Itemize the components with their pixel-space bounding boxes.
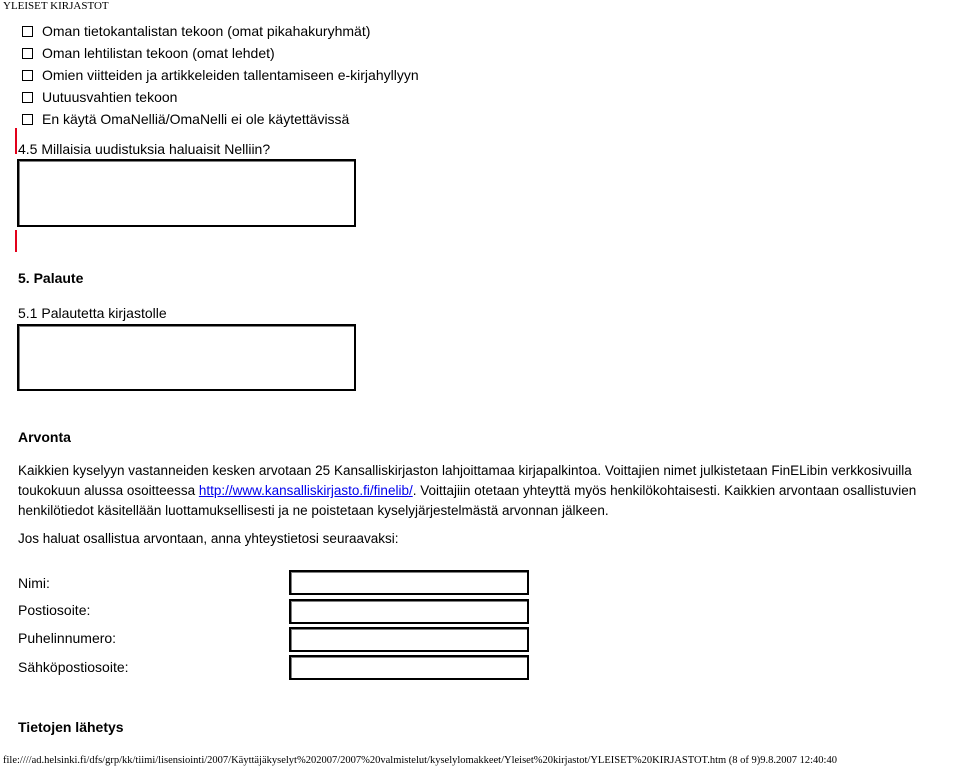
puhelinnumero-input[interactable] bbox=[289, 627, 529, 652]
checkbox-label: Oman tietokantalistan tekoon (omat pikahakuryhmät) bbox=[42, 23, 371, 39]
postiosoite-label: Postiosoite: bbox=[18, 602, 91, 618]
page-footer-path: file:////ad.helsinki.fi/dfs/grp/kk/tiimi/lisensiointi/2007/Käyttäjäkyselyt%202007/2007%20valmistelut/kyselylomakkeet/Yleiset%20kirjastot/YLEISET%20KIRJASTOT.htm (8 of 9)9.8.2007 12:40:40 bbox=[3, 755, 837, 766]
checkbox[interactable] bbox=[22, 48, 33, 59]
checkbox[interactable] bbox=[22, 26, 33, 37]
checkbox[interactable] bbox=[22, 114, 33, 125]
checkbox-row-uutuusvahti[interactable] bbox=[22, 87, 177, 107]
checkbox-row-tietokantalista[interactable] bbox=[22, 21, 370, 41]
sahkopostiosoite-input[interactable] bbox=[289, 655, 529, 680]
section-5-title: 5. Palaute bbox=[18, 270, 84, 286]
sahkopostiosoite-label: Sähköpostiosoite: bbox=[18, 659, 129, 675]
required-marker bbox=[15, 230, 17, 252]
required-marker bbox=[15, 128, 17, 154]
checkbox-row-e-kirjahylly[interactable] bbox=[22, 65, 419, 85]
checkbox-row-en-kayta[interactable] bbox=[22, 109, 349, 129]
checkbox-label: Uutuusvahtien tekoon bbox=[42, 89, 178, 105]
checkbox-label: En käytä OmaNelliä/OmaNelli ei ole käytettävissä bbox=[42, 111, 350, 127]
page-header-title: YLEISET KIRJASTOT bbox=[3, 0, 109, 12]
arvonta-title: Arvonta bbox=[18, 429, 71, 445]
postiosoite-input[interactable] bbox=[289, 599, 529, 624]
arvonta-invite: Jos haluat osallistua arvontaan, anna yhteystietosi seuraavaksi: bbox=[18, 531, 399, 546]
submit-section-title: Tietojen lähetys bbox=[18, 719, 124, 735]
arvonta-text-start: Kaikkien kyselyyn vastanneiden kesken arvotaan 25 Kansalliskirjaston lahjoittamaa kirjapalkintoa. Voittajien nimet julkistetaan FinELibin verkkosivuilla toukokuun alussa osoitteessa bbox=[18, 463, 912, 498]
puhelinnumero-label: Puhelinnumero: bbox=[18, 630, 117, 646]
question-5-1-textarea[interactable] bbox=[17, 324, 356, 391]
question-5-1-label: 5.1 Palautetta kirjastolle bbox=[18, 305, 167, 321]
nimi-label: Nimi: bbox=[18, 575, 50, 591]
checkbox[interactable] bbox=[22, 92, 33, 103]
question-4-5-textarea[interactable] bbox=[17, 159, 356, 227]
arvonta-text-end: . Voittajiin otetaan yhteyttä myös henkilökohtaisesti. Kaikkien arvontaan osallistuvien henkilötiedot käsitellään luottamuksellisesti ja ne poistetaan kyselyjärjestelmästä arvonnan jälkeen. bbox=[18, 483, 917, 518]
checkbox-label: Oman lehtilistan tekoon (omat lehdet) bbox=[42, 45, 275, 61]
question-4-5-label: 4.5 Millaisia uudistuksia haluaisit Nelliin? bbox=[18, 141, 271, 157]
checkbox[interactable] bbox=[22, 70, 33, 81]
finelib-link[interactable]: http://www.kansalliskirjasto.fi/finelib/ bbox=[198, 483, 413, 498]
checkbox-label: Omien viitteiden ja artikkeleiden tallentamiseen e-kirjahyllyyn bbox=[42, 67, 419, 83]
arvonta-paragraph bbox=[18, 461, 953, 521]
checkbox-row-lehtilista[interactable] bbox=[22, 43, 275, 63]
nimi-input[interactable] bbox=[289, 570, 529, 595]
